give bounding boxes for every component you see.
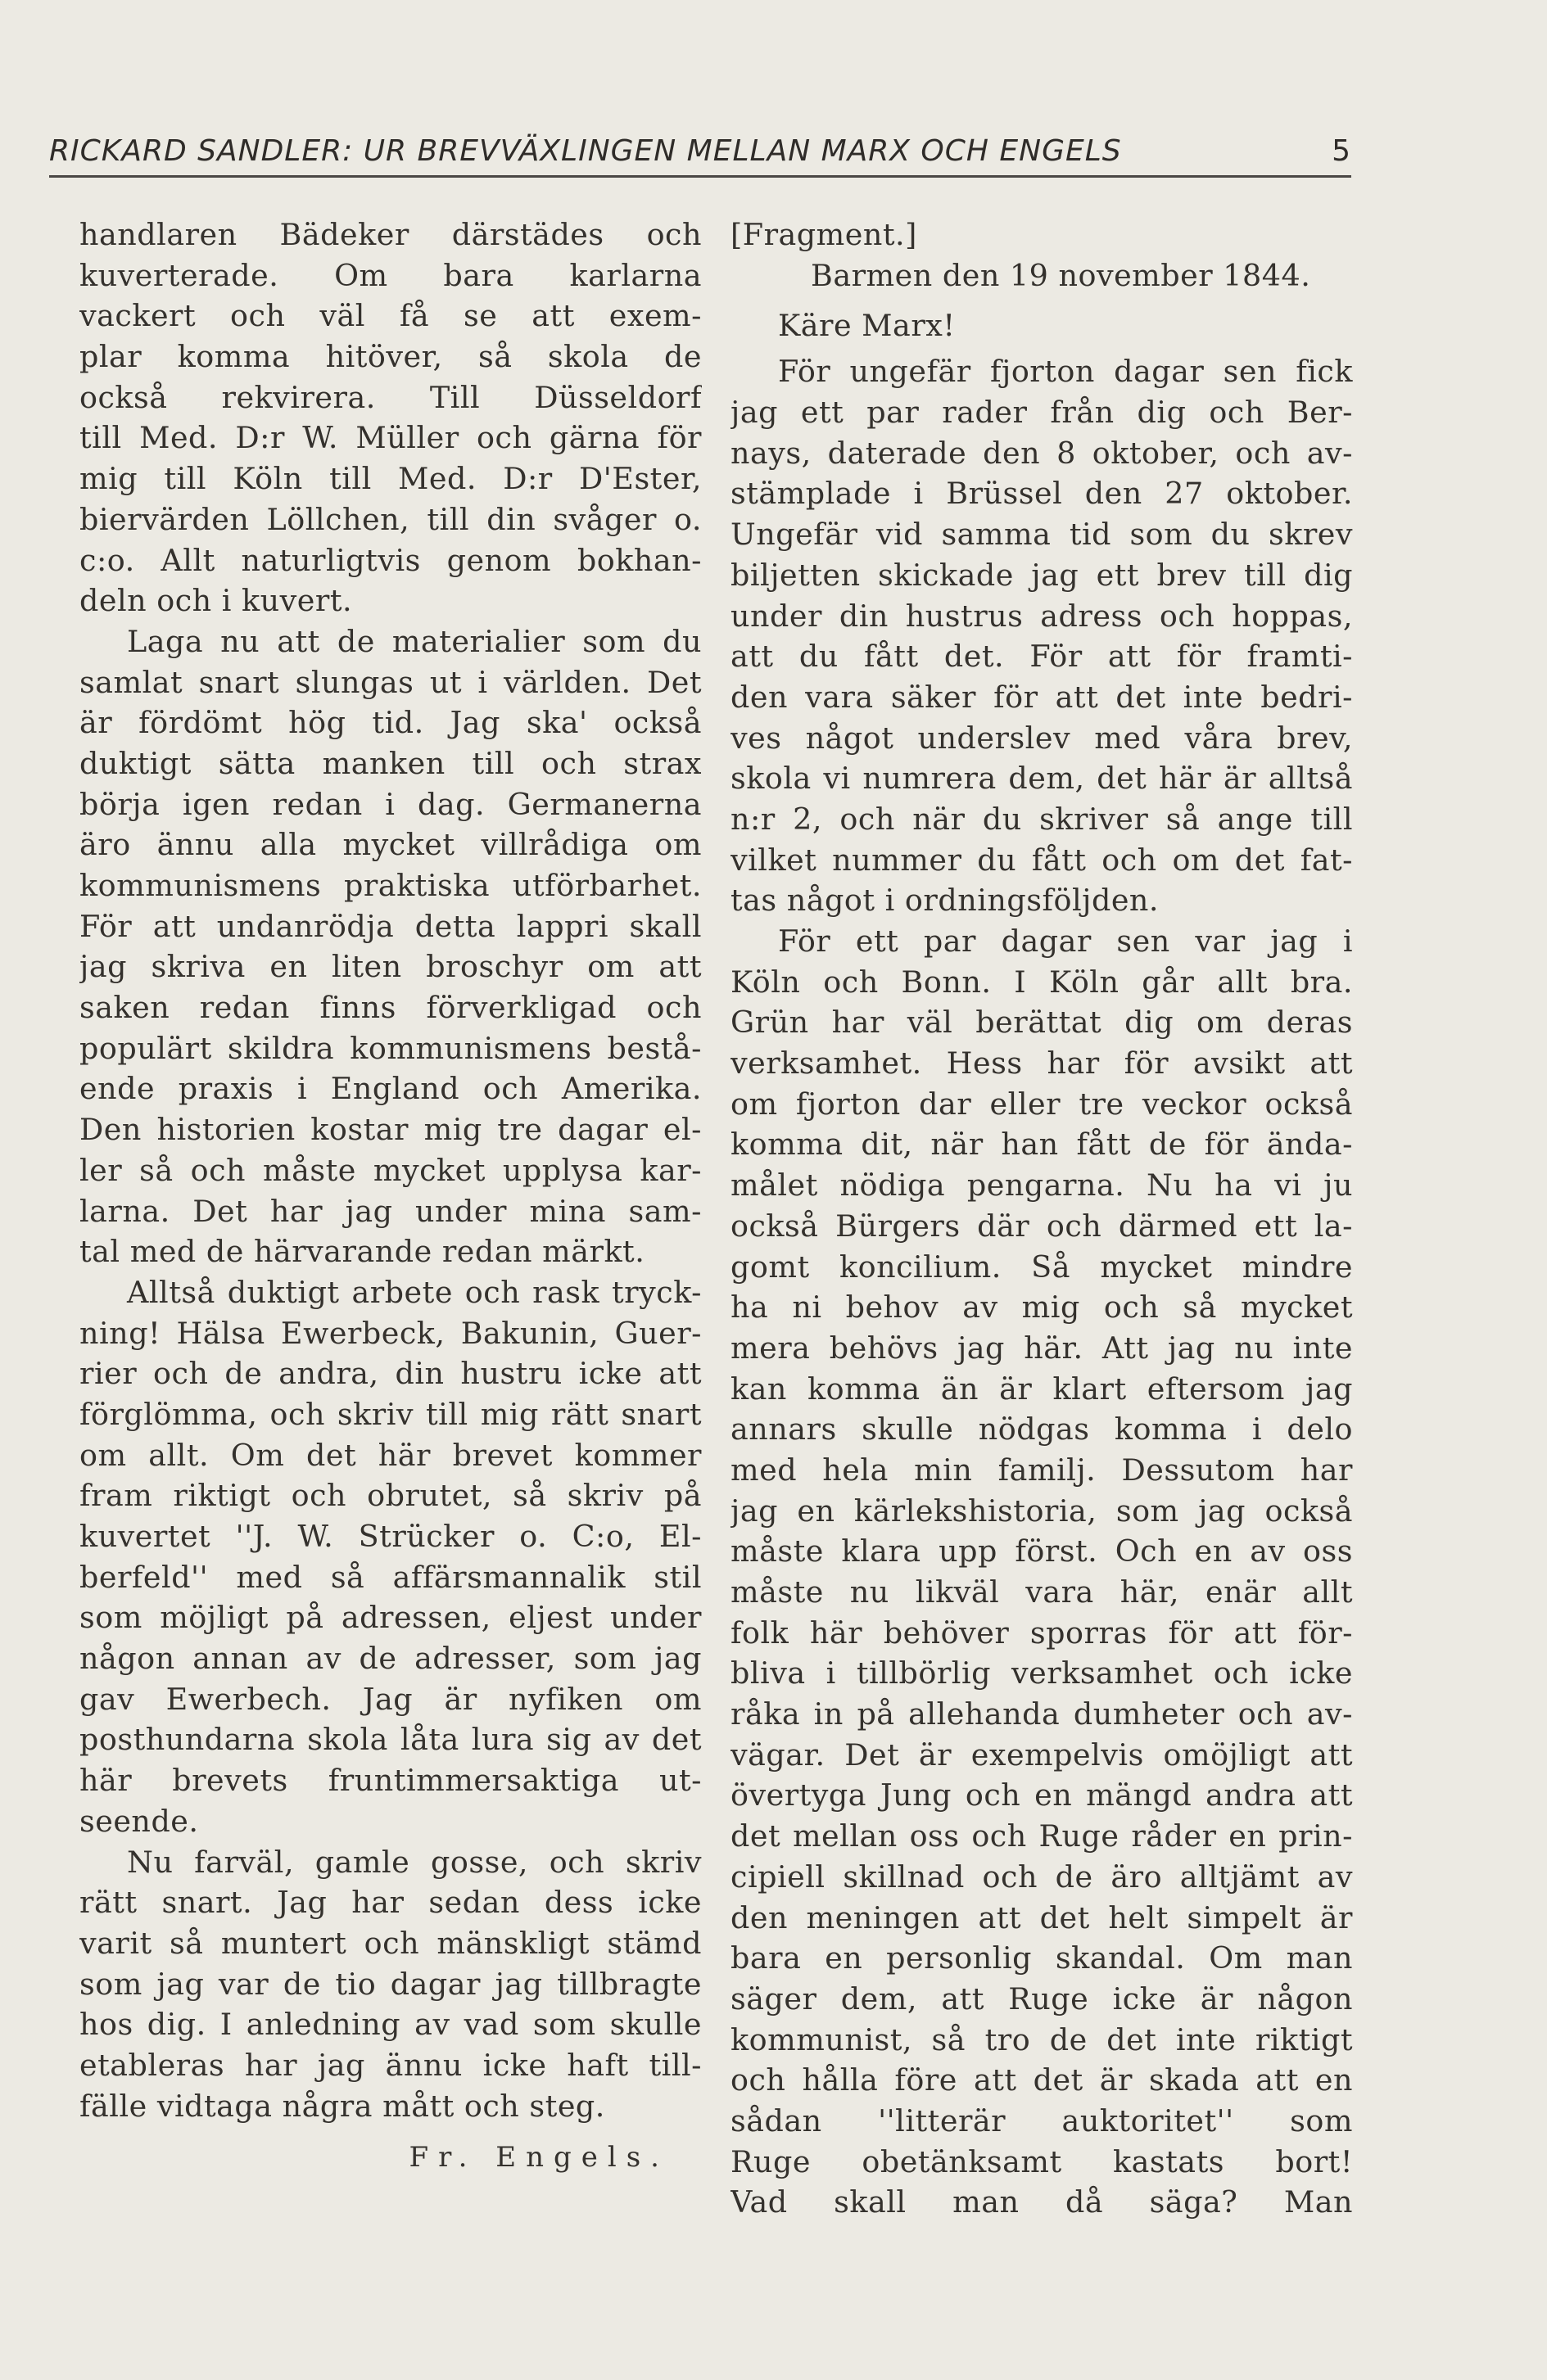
- text-line: tal med de härvarande redan märkt.: [79, 1234, 645, 1270]
- signature: Fr. Engels.: [409, 2141, 669, 2175]
- text-line: För att undanrödja detta lappri skall: [79, 908, 702, 944]
- text-line: komma dit, när han fått de för ända-: [731, 1127, 1353, 1163]
- text-line: populärt skildra kommunismens bestå-: [79, 1030, 702, 1066]
- text-line: mera behövs jag här. Att jag nu inte: [731, 1330, 1353, 1366]
- text-line: fram riktigt och obrutet, så skriv på: [79, 1478, 702, 1514]
- text-line: varit så muntert och mänskligt stämd: [79, 1925, 702, 1961]
- text-line: hos dig. I anledning av vad som skulle: [79, 2007, 702, 2043]
- text-line: gav Ewerbech. Jag är nyfiken om: [79, 1681, 702, 1717]
- text-line: jag skriva en liten broschyr om att: [79, 949, 702, 985]
- text-line: Alltså duktigt arbete och rask tryck-: [127, 1274, 702, 1310]
- text-line: skola vi numrera dem, det här är alltså: [731, 761, 1353, 797]
- text-line: Vad skall man då säga? Man: [731, 2184, 1353, 2220]
- text-line: cipiell skillnad och de äro alltjämt av: [731, 1858, 1353, 1895]
- text-line: För ett par dagar sen var jag i: [778, 924, 1353, 959]
- text-line: är fördömt hög tid. Jag ska' också: [79, 705, 702, 741]
- text-line: till Med. D:r W. Müller och gärna för: [79, 420, 702, 456]
- text-line: verksamhet. Hess har för avsikt att: [731, 1045, 1353, 1082]
- text-line: Den historien kostar mig tre dagar el-: [79, 1112, 702, 1148]
- text-line: målet nödiga pengarna. Nu ha vi ju: [731, 1167, 1353, 1204]
- text-line: ende praxis i England och Amerika.: [79, 1071, 702, 1107]
- text-line: om allt. Om det här brevet kommer: [79, 1437, 702, 1473]
- text-line: den vara säker för att det inte bedri-: [731, 679, 1353, 715]
- salutation: Käre Marx!: [778, 308, 956, 344]
- text-line: förglömma, och skriv till mig rätt snart: [79, 1396, 702, 1432]
- text-line: rätt snart. Jag har sedan dess icke: [79, 1885, 702, 1921]
- text-line: kommunismens praktiska utförbarhet.: [79, 868, 702, 903]
- text-line: Ruge obetänksamt kastats bort!: [731, 2143, 1353, 2179]
- text-line: nays, daterade den 8 oktober, och av-: [731, 435, 1353, 471]
- text-line: säger dem, att Ruge icke är någon: [731, 1980, 1353, 2016]
- text-line: biervärden Löllchen, till din svåger o.: [79, 501, 702, 537]
- text-line: Laga nu att de materialier som du: [127, 623, 702, 659]
- text-line: posthundarna skola låta lura sig av det: [79, 1722, 702, 1758]
- text-line: folk här behöver sporras för att för-: [731, 1615, 1353, 1651]
- text-line: Ungefär vid samma tid som du skrev: [731, 517, 1353, 553]
- text-line: vilket nummer du fått och om det fat-: [731, 842, 1353, 878]
- text-line: övertyga Jung och en mängd andra att: [731, 1777, 1353, 1813]
- text-line: fälle vidtaga några mått och steg.: [79, 2088, 605, 2124]
- text-line: gomt koncilium. Så mycket mindre: [731, 1249, 1353, 1285]
- text-line: vackert och väl få se att exem-: [79, 298, 702, 334]
- text-line: äro ännu alla mycket villrådiga om: [79, 827, 702, 863]
- text-line: larna. Det har jag under mina sam-: [79, 1193, 702, 1229]
- text-line: mig till Köln till Med. D:r D'Ester,: [79, 461, 702, 497]
- text-line: måste nu likväl vara här, enär allt: [731, 1574, 1353, 1610]
- text-line: deln och i kuvert.: [79, 583, 353, 619]
- text-line: Nu farväl, gamle gosse, och skriv: [127, 1844, 702, 1880]
- text-line: tas något i ordningsföljden.: [731, 883, 1160, 919]
- text-line: samlat snart slungas ut i världen. Det: [79, 664, 702, 700]
- dateline: Barmen den 19 november 1844.: [811, 257, 1311, 293]
- header-rule: [49, 175, 1351, 178]
- text-line: stämplade i Brüssel den 27 oktober.: [731, 476, 1353, 512]
- text-line: och hålla före att det är skada att en: [731, 2062, 1353, 2098]
- text-line: som jag var de tio dagar jag tillbragte: [79, 1966, 702, 2002]
- text-line: biljetten skickade jag ett brev till dig: [731, 557, 1353, 593]
- text-line: För ungefär fjorton dagar sen fick: [778, 354, 1353, 390]
- text-line: någon annan av de adresser, som jag: [79, 1641, 702, 1677]
- text-line: under din hustrus adress och hoppas,: [731, 598, 1353, 634]
- left-column: [79, 215, 702, 2179]
- text-line: kuvertet ''J. W. Strücker o. C:o, El-: [79, 1519, 702, 1554]
- text-line: att du fått det. För att för framti-: [731, 639, 1353, 675]
- text-line: om fjorton dar eller tre veckor också: [731, 1086, 1353, 1122]
- text-line: handlaren Bädeker därstädes och: [79, 217, 702, 252]
- text-line: börja igen redan i dag. Germanerna: [79, 786, 702, 822]
- text-line: kommunist, så tro de det inte riktigt: [731, 2021, 1353, 2057]
- right-column: [731, 215, 1353, 2223]
- text-line: måste klara upp först. Och en av oss: [731, 1533, 1353, 1569]
- text-line: ning! Hälsa Ewerbeck, Bakunin, Guer-: [79, 1315, 702, 1351]
- running-head-title: RICKARD SANDLER: UR BREVVÄXLINGEN MELLAN MARX OCH ENGELS: [49, 134, 1122, 168]
- text-line: Grün har väl berättat dig om deras: [731, 1005, 1353, 1041]
- text-line: n:r 2, och när du skriver så ange till: [731, 801, 1353, 837]
- text-line: ha ni behov av mig och så mycket: [731, 1289, 1353, 1325]
- text-line: vägar. Det är exempelvis omöjligt att: [731, 1736, 1353, 1773]
- text-line: också rekvirera. Till Düsseldorf: [79, 379, 702, 415]
- text-line: berfeld'' med så affärsmannalik stil: [79, 1559, 702, 1595]
- text-line: den meningen att det helt simpelt är: [731, 1899, 1353, 1935]
- text-line: här brevets fruntimmersaktiga ut-: [79, 1763, 702, 1799]
- text-line: seende.: [79, 1803, 199, 1839]
- text-line: c:o. Allt naturligtvis genom bokhan-: [79, 542, 702, 578]
- fragment-label: [Fragment.]: [731, 217, 917, 252]
- page-number: 5: [1332, 134, 1351, 168]
- running-head: [49, 131, 1351, 180]
- text-line: annars skulle nödgas komma i delo: [731, 1411, 1353, 1447]
- text-line: ler så och måste mycket upplysa kar-: [79, 1152, 702, 1188]
- text-line: kuverterade. Om bara karlarna: [79, 257, 702, 293]
- text-line: plar komma hitöver, så skola de: [79, 339, 702, 375]
- text-line: ves något underslev med våra brev,: [731, 720, 1353, 756]
- text-line: Köln och Bonn. I Köln går allt bra.: [731, 964, 1353, 1000]
- text-line: rier och de andra, din hustru icke att: [79, 1356, 702, 1392]
- text-line: som möjligt på adressen, eljest under: [79, 1600, 702, 1636]
- text-line: duktigt sätta manken till och strax: [79, 745, 702, 781]
- text-line: kan komma än är klart eftersom jag: [731, 1371, 1353, 1407]
- text-line: sådan ''litterär auktoritet'' som: [731, 2102, 1353, 2138]
- text-line: jag ett par rader från dig och Ber-: [731, 395, 1353, 431]
- text-line: etableras har jag ännu icke haft till-: [79, 2047, 702, 2083]
- text-line: också Bürgers där och därmed ett la-: [731, 1208, 1353, 1244]
- text-line: det mellan oss och Ruge råder en prin-: [731, 1818, 1353, 1854]
- text-line: bara en personlig skandal. Om man: [731, 1940, 1353, 1976]
- text-line: med hela min familj. Dessutom har: [731, 1452, 1353, 1488]
- text-line: jag en kärlekshistoria, som jag också: [731, 1493, 1353, 1529]
- text-line: bliva i tillbörlig verksamhet och icke: [731, 1655, 1353, 1691]
- text-line: saken redan finns förverkligad och: [79, 990, 702, 1026]
- text-line: råka in på allehanda dumheter och av-: [731, 1696, 1353, 1732]
